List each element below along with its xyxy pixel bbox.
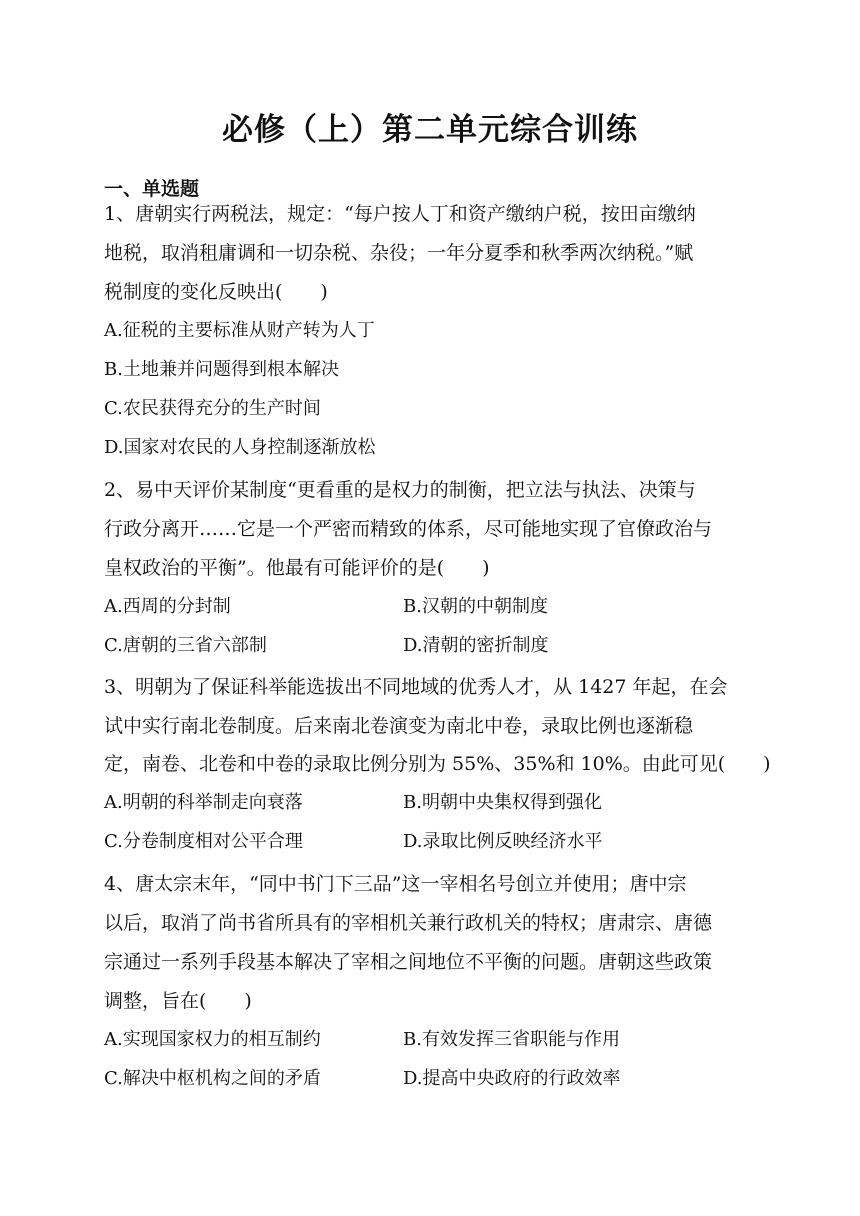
question-3-option-d: D.录取比例反映经济水平	[403, 831, 603, 852]
page-title: 必修（上）第二单元综合训练	[222, 112, 638, 148]
question-4-line-4: 调整，旨在( )	[104, 990, 252, 1012]
question-3-line-2: 试中实行南北卷制度。后来南北卷演变为南北中卷，录取比例也逐渐稳	[104, 715, 694, 737]
question-4-option-a: A.实现国家权力的相互制约	[104, 1029, 321, 1050]
question-1-option-d: D.国家对农民的人身控制逐渐放松	[104, 437, 376, 458]
question-2-option-d: D.清朝的密折制度	[403, 635, 549, 656]
question-3-option-c: C.分卷制度相对公平合理	[104, 831, 303, 852]
question-3-option-b: B.明朝中央集权得到强化	[403, 792, 602, 813]
question-3-option-a: A.明朝的科举制走向衰落	[104, 792, 303, 813]
question-2-line-3: 皇权政治的平衡”。他最有可能评价的是( )	[104, 557, 490, 579]
question-4-line-2: 以后，取消了尚书省所具有的宰相机关兼行政机关的特权；唐肃宗、唐德	[104, 912, 713, 934]
question-1-line-3: 税制度的变化反映出( )	[104, 281, 328, 303]
question-3-line-1: 3、明朝为了保证科举能选拔出不同地域的优秀人才，从 1427 年起，在会	[104, 676, 728, 698]
question-4-option-d: D.提高中央政府的行政效率	[403, 1068, 621, 1089]
question-1-line-2: 地税，取消租庸调和一切杂税、杂役；一年分夏季和秋季两次纳税。”赋	[104, 242, 694, 264]
question-4-option-c: C.解决中枢机构之间的矛盾	[104, 1068, 321, 1089]
question-1-option-b: B.土地兼并问题得到根本解决	[104, 359, 339, 380]
question-2-option-c: C.唐朝的三省六部制	[104, 635, 267, 656]
question-2-option-b: B.汉朝的中朝制度	[403, 596, 548, 617]
question-4-line-1: 4、唐太宗末年，“同中书门下三品”这一宰相名号创立并使用；唐中宗	[104, 873, 687, 895]
question-1-option-a: A.征税的主要标准从财产转为人丁	[104, 320, 375, 341]
question-1-option-c: C.农民获得充分的生产时间	[104, 398, 321, 419]
question-1-line-1: 1、唐朝实行两税法，规定：“每户按人丁和资产缴纳户税，按田亩缴纳	[104, 203, 696, 225]
question-3-line-3: 定，南卷、北卷和中卷的录取比例分别为 55%、35%和 10%。由此可见( )	[104, 753, 771, 775]
question-4-option-b: B.有效发挥三省职能与作用	[403, 1029, 620, 1050]
question-4-line-3: 宗通过一系列手段基本解决了宰相之间地位不平衡的问题。唐朝这些政策	[104, 951, 713, 973]
section-heading: 一、单选题	[104, 178, 200, 200]
question-2-line-2: 行政分离开……它是一个严密而精致的体系，尽可能地实现了官僚政治与	[104, 518, 713, 540]
question-2-line-1: 2、易中天评价某制度“更看重的是权力的制衡，把立法与执法、决策与	[104, 479, 696, 501]
question-2-option-a: A.西周的分封制	[104, 596, 231, 617]
